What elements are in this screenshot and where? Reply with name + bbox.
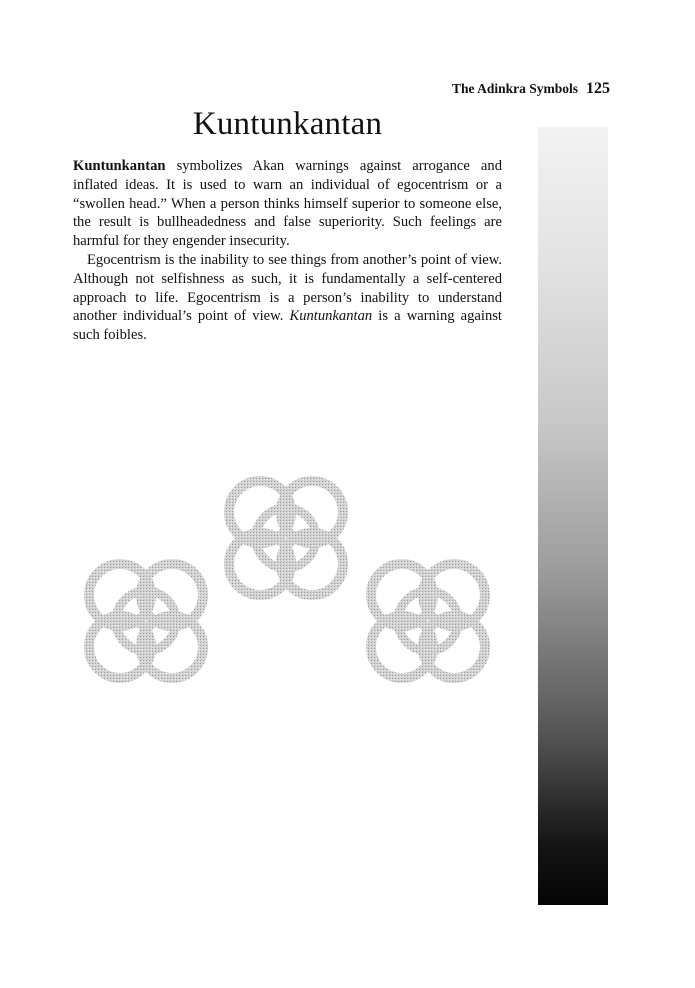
paragraph-1-text: symbolizes Akan warnings against arrogance and inflated ideas. It is used to warn an individual of egocentrism or a “swollen head.” When a person thinks himself superior to someone else, the result is bullheadedness and false superiority. Such feelings are harmful for they engender insecurity.	[73, 158, 502, 250]
kuntunkantan-symbol-left	[89, 564, 203, 678]
paragraph-2-tail: is a warning against such foibles.	[73, 308, 502, 344]
running-head	[380, 80, 610, 98]
page-number: 125	[586, 80, 610, 97]
running-head-section: The Adinkra Symbols	[451, 81, 578, 96]
page-title: Kuntunkantan	[192, 106, 383, 142]
paragraph-2	[73, 251, 502, 345]
body-text	[73, 157, 502, 345]
paragraph-2-text: Egocentrism is the inability to see things from another’s point of view. Although not selfishness as such, it is fundamentally a self-centered approach to life. Egocentrism is a person’s inability to understand another individual’s point of view.	[73, 251, 502, 325]
kuntunkantan-symbol-center	[229, 481, 343, 595]
kuntunkantan-symbols-figure	[0, 420, 695, 740]
emphasized-term: Kuntunkantan	[289, 308, 373, 325]
kuntunkantan-symbol-right	[371, 564, 485, 678]
paragraph-1	[73, 157, 502, 251]
lead-term: Kuntunkantan	[73, 158, 166, 174]
